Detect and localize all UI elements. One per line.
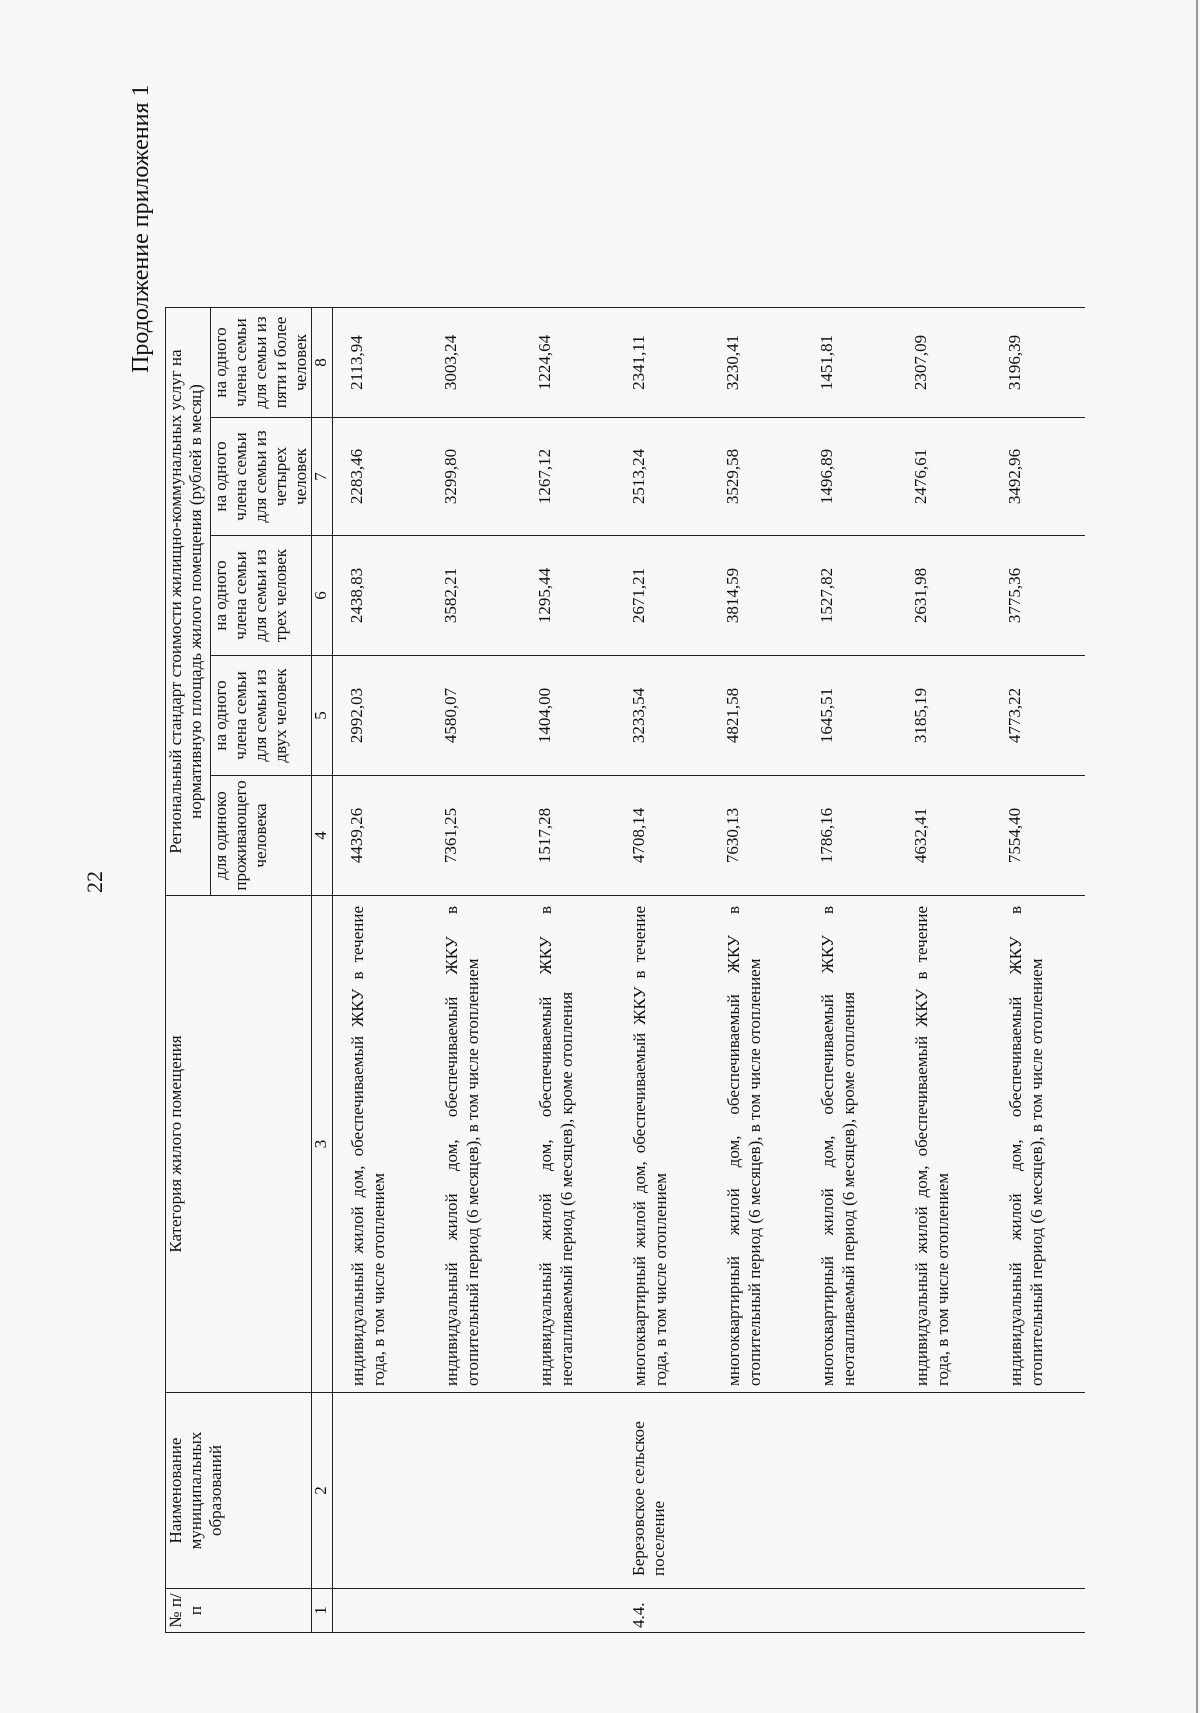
value-four: 2513,24	[615, 418, 709, 536]
value-five-plus: 2307,09	[897, 308, 991, 418]
header-name: Наименование муниципальных образований	[166, 1393, 312, 1589]
value-three: 3775,36	[991, 536, 1085, 656]
value-five-plus: 2113,94	[333, 308, 428, 418]
municipality-name	[709, 1393, 803, 1589]
value-single: 4708,14	[615, 776, 709, 896]
value-three: 3814,59	[709, 536, 803, 656]
table-body	[333, 308, 1086, 1633]
value-single: 1517,28	[521, 776, 615, 896]
value-two: 4821,58	[709, 656, 803, 776]
municipality-name	[521, 1393, 615, 1589]
value-two: 1645,51	[803, 656, 897, 776]
municipality-name	[333, 1393, 428, 1589]
municipality-name	[427, 1393, 521, 1589]
municipality-name	[897, 1393, 991, 1589]
value-five-plus: 3003,24	[427, 308, 521, 418]
column-index: 2	[312, 1393, 333, 1589]
value-two: 3185,19	[897, 656, 991, 776]
value-two: 4773,22	[991, 656, 1085, 776]
table-row	[615, 308, 709, 1633]
column-index: 7	[312, 418, 333, 536]
value-two: 4580,07	[427, 656, 521, 776]
value-five-plus: 1224,64	[521, 308, 615, 418]
table-row	[897, 308, 991, 1633]
header-category: Категория жилого помещения	[166, 896, 312, 1393]
header-standard-group: Региональный стандарт стоимости жилищно-коммунальных услуг на нормативную площадь жилого помещения (рублей в месяц)	[166, 308, 211, 896]
column-index: 4	[312, 776, 333, 896]
row-number	[991, 1589, 1085, 1633]
value-four: 2283,46	[333, 418, 428, 536]
column-index-row	[312, 308, 333, 1633]
value-five-plus: 1451,81	[803, 308, 897, 418]
value-two: 2992,03	[333, 656, 428, 776]
housing-category: индивидуальный жилой дом, обеспечиваемый ЖКУ в отопительный период (6 месяцев), в том числе отоплением	[427, 896, 521, 1393]
value-four: 3299,80	[427, 418, 521, 536]
value-two: 3233,54	[615, 656, 709, 776]
housing-category: многоквартирный жилой дом, обеспечиваемый ЖКУ в течение года, в том числе отоплением	[615, 896, 709, 1393]
table-row	[521, 308, 615, 1633]
row-number	[709, 1589, 803, 1633]
header-col-5: на одного члена семьи для семьи из двух человек	[211, 656, 312, 776]
value-three: 2631,98	[897, 536, 991, 656]
row-number	[521, 1589, 615, 1633]
column-index: 1	[312, 1589, 333, 1633]
value-two: 1404,00	[521, 656, 615, 776]
header-col-7: на одного члена семьи для семьи из четырех человек	[211, 418, 312, 536]
row-number: 4.4.	[615, 1589, 709, 1633]
housing-category: многоквартирный жилой дом, обеспечиваемый ЖКУ в отопительный период (6 месяцев), в том числе отоплением	[709, 896, 803, 1393]
housing-category: индивидуальный жилой дом, обеспечиваемый ЖКУ в течение года, в том числе отоплением	[333, 896, 428, 1393]
value-three: 1295,44	[521, 536, 615, 656]
value-five-plus: 2341,11	[615, 308, 709, 418]
continuation-title: Продолжение приложения 1	[128, 84, 154, 373]
row-number	[333, 1589, 428, 1633]
value-four: 1496,89	[803, 418, 897, 536]
table-row	[803, 308, 897, 1633]
column-index: 5	[312, 656, 333, 776]
value-five-plus: 3196,39	[991, 308, 1085, 418]
value-three: 1527,82	[803, 536, 897, 656]
municipality-name	[803, 1393, 897, 1589]
housing-category: индивидуальный жилой дом, обеспечиваемый ЖКУ в отопительный период (6 месяцев), в том числе отоплением	[991, 896, 1085, 1393]
row-number	[897, 1589, 991, 1633]
housing-category: индивидуальный жилой дом, обеспечиваемый ЖКУ в неотапливаемый период (6 месяцев), кроме отопления	[521, 896, 615, 1393]
table-row	[991, 308, 1085, 1633]
table-row	[333, 308, 428, 1633]
column-index: 6	[312, 536, 333, 656]
value-five-plus: 3230,41	[709, 308, 803, 418]
value-single: 7554,40	[991, 776, 1085, 896]
value-single: 4439,26	[333, 776, 428, 896]
value-four: 2476,61	[897, 418, 991, 536]
municipality-name	[991, 1393, 1085, 1589]
table-row	[709, 308, 803, 1633]
header-num: № п/п	[166, 1589, 312, 1633]
housing-category: многоквартирный жилой дом, обеспечиваемый ЖКУ в неотапливаемый период (6 месяцев), кроме отопления	[803, 896, 897, 1393]
header-col-8: на одного члена семьи для семьи из пяти и более человек	[211, 308, 312, 418]
table-row	[427, 308, 521, 1633]
column-index: 8	[312, 308, 333, 418]
value-four: 1267,12	[521, 418, 615, 536]
housing-category: индивидуальный жилой дом, обеспечиваемый ЖКУ в течение года, в том числе отоплением	[897, 896, 991, 1393]
value-three: 2671,21	[615, 536, 709, 656]
value-three: 3582,21	[427, 536, 521, 656]
page-number: 22	[82, 871, 107, 893]
housing-cost-table	[165, 307, 1085, 1633]
value-single: 7361,25	[427, 776, 521, 896]
value-single: 7630,13	[709, 776, 803, 896]
row-number	[803, 1589, 897, 1633]
table-header	[166, 308, 333, 1633]
header-col-6: на одного члена семьи для семьи из трех человек	[211, 536, 312, 656]
header-col-4: для одиноко проживающего человека	[211, 776, 312, 896]
value-single: 4632,41	[897, 776, 991, 896]
value-three: 2438,83	[333, 536, 428, 656]
row-number	[427, 1589, 521, 1633]
value-single: 1786,16	[803, 776, 897, 896]
value-four: 3529,58	[709, 418, 803, 536]
column-index: 3	[312, 896, 333, 1393]
municipality-name: Березовское сельское поселение	[615, 1393, 709, 1589]
value-four: 3492,96	[991, 418, 1085, 536]
